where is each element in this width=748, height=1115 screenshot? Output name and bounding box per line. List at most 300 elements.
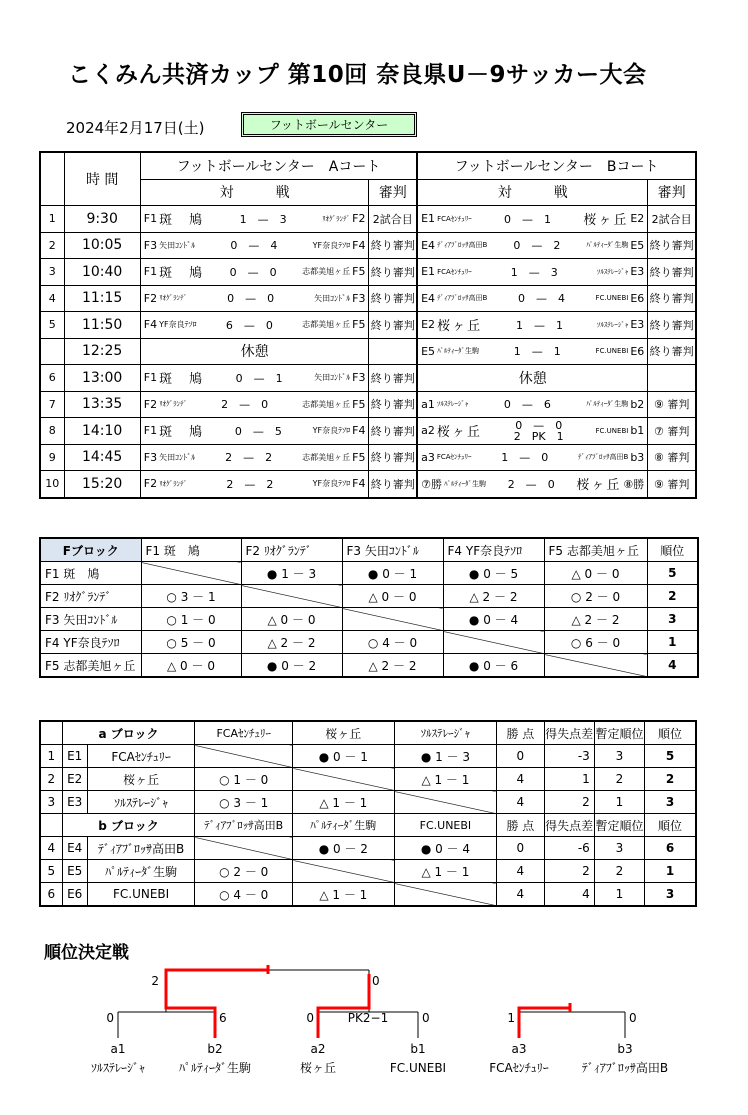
score-home: 0 xyxy=(230,239,238,253)
home-team: 斑 鳩 xyxy=(159,266,205,282)
team-name: ﾃﾞｨｱﾌﾞﾛｯｻ高田B xyxy=(87,837,195,860)
diff-header: 得失点差 xyxy=(544,814,594,837)
referee-a: 終り審判 xyxy=(369,312,417,339)
match-result: △ 0 － 0 xyxy=(141,654,241,678)
venue-label: フットボールセンター xyxy=(241,112,417,137)
team-rank: 2 xyxy=(647,585,698,608)
score: 0 — 1 xyxy=(235,371,283,385)
home-team: ｿﾙｽﾃﾚｰｼﾞｬ xyxy=(436,400,469,409)
home-team: 斑 鳩 xyxy=(159,213,205,229)
row-number: 1 xyxy=(40,745,62,768)
home-team: YF奈良ﾃｿﾛ xyxy=(159,320,197,330)
match-time: 9:30 xyxy=(64,206,140,233)
referee-b: ⑨ 審判 xyxy=(648,391,696,418)
match-cell-a xyxy=(140,418,369,445)
rest-cell-a: 休憩 xyxy=(140,338,369,365)
match-cell-b xyxy=(417,285,648,312)
match-time: 14:10 xyxy=(64,418,140,445)
ab-block-row xyxy=(40,837,696,860)
away-team: 志都美旭ヶ丘 xyxy=(302,320,351,330)
match-result: ● 0 － 4 xyxy=(394,837,497,860)
row-number: 3 xyxy=(40,791,62,814)
home-code: F1 xyxy=(143,265,158,279)
ab-block-row xyxy=(40,860,696,883)
score-home: 6 xyxy=(225,318,233,332)
match-result: △ 1 － 1 xyxy=(293,883,395,907)
event-date: 2024年2月17日(土) xyxy=(66,119,205,137)
score: 0 — 6 xyxy=(503,398,551,412)
referee-b: 終り審判 xyxy=(648,259,696,286)
match-cell-b xyxy=(417,391,648,418)
match-time: 12:25 xyxy=(64,338,140,365)
match-number: 10 xyxy=(40,471,64,498)
home-team: ﾊﾟﾙﾃｨｰﾀﾞ生駒 xyxy=(437,347,480,356)
home-code: ⑦勝 xyxy=(421,477,442,491)
team-name: 桜ヶ丘 xyxy=(87,768,195,791)
score-home: 1 xyxy=(239,212,247,226)
temp-rank: 2 xyxy=(594,768,644,791)
match-result: ○ 4 － 0 xyxy=(195,883,293,907)
home-code: E4 xyxy=(421,291,436,305)
self-cell xyxy=(443,631,544,654)
score-away: 0 xyxy=(269,265,277,279)
away-code: E2 xyxy=(630,212,645,226)
match-result: △ 1 － 1 xyxy=(394,860,497,883)
away-code: b2 xyxy=(630,397,645,411)
goal-diff: -6 xyxy=(544,837,594,860)
match-result: ○ 3 － 1 xyxy=(141,585,241,608)
home-code: a3 xyxy=(421,450,435,464)
match-cell-a xyxy=(140,312,369,339)
rest-cell-b: 休憩 xyxy=(417,365,648,392)
ab-block-row xyxy=(40,768,696,791)
match-result: △ 2 － 2 xyxy=(342,654,443,678)
final-score-right: 0 xyxy=(372,974,380,988)
score-away: 4 xyxy=(270,239,278,253)
match-cell-b xyxy=(417,206,648,233)
page-title: こくみん共済カップ 第10回 奈良県U－9サッカー大会 xyxy=(68,62,647,88)
referee-a: 終り審判 xyxy=(369,471,417,498)
row-team xyxy=(40,585,141,608)
score-away: 0 xyxy=(541,451,549,465)
score-home: 0 xyxy=(234,424,242,438)
score-away: 1 xyxy=(555,318,563,332)
score-away: 0 xyxy=(265,318,273,332)
match-number: 5 xyxy=(40,312,64,339)
referee-a: 終り審判 xyxy=(369,365,417,392)
match-number: 1 xyxy=(40,206,64,233)
away-team: 志都美旭ヶ丘 xyxy=(302,399,351,409)
team-code: F1 xyxy=(145,543,161,558)
away-team: ﾃﾞｨｱﾌﾞﾛｯｻ高田B xyxy=(578,453,629,462)
home-team: 桜ヶ丘 xyxy=(437,319,483,335)
match-cell-b xyxy=(417,259,648,286)
schedule-row xyxy=(40,391,696,418)
away-team: ﾊﾟﾙﾃｨｰﾀﾞ生駒 xyxy=(586,241,629,250)
team-code: E6 xyxy=(62,883,87,907)
bracket-score: 6 xyxy=(219,1011,227,1025)
f-block-row xyxy=(40,585,698,608)
temp-rank: 3 xyxy=(594,837,644,860)
team-code: E3 xyxy=(62,791,87,814)
away-code: E6 xyxy=(630,291,645,305)
score: 1 — 3 xyxy=(239,212,287,226)
match-time: 10:40 xyxy=(64,259,140,286)
team-rank: 5 xyxy=(645,745,696,768)
match-time: 13:35 xyxy=(64,391,140,418)
away-team: 志都美旭ヶ丘 xyxy=(302,267,351,277)
row-team xyxy=(40,631,141,654)
row-number: 6 xyxy=(40,883,62,907)
away-team: 矢田ｺﾝﾄﾞﾙ xyxy=(314,293,351,303)
points-header: 勝 点 xyxy=(497,721,544,745)
goal-diff: 2 xyxy=(544,791,594,814)
match-result: ○ 3 － 1 xyxy=(195,791,293,814)
match-result: ○ 1 － 0 xyxy=(141,608,241,631)
f-block-row xyxy=(40,608,698,631)
team-code: F4 xyxy=(447,543,463,558)
bracket-team: ﾊﾟﾙﾃｨｰﾀﾞ生駒 xyxy=(178,1061,252,1075)
home-code: F2 xyxy=(143,477,158,491)
home-code: F3 xyxy=(143,238,158,252)
rank-header: 順位 xyxy=(647,538,698,562)
bracket-score: 0 xyxy=(422,1011,430,1025)
match-cell-b xyxy=(417,232,648,259)
temp-rank: 1 xyxy=(594,883,644,907)
points: 4 xyxy=(497,768,544,791)
team-rank: 4 xyxy=(647,654,698,678)
away-team: FC.UNEBI xyxy=(595,426,629,435)
score: 0 — 2 xyxy=(513,239,561,253)
match-number: 8 xyxy=(40,418,64,445)
bracket-slot-label: b1 xyxy=(410,1042,426,1056)
match-cell-a xyxy=(140,259,369,286)
match-time: 11:50 xyxy=(64,312,140,339)
match-result: △ 2 － 2 xyxy=(443,585,544,608)
col-team-name: FC.UNEBI xyxy=(394,814,497,837)
score-away: 0 xyxy=(261,398,269,412)
team-name: 矢田ｺﾝﾄﾞﾙ xyxy=(63,612,118,627)
bracket-score: 0 xyxy=(629,1011,637,1025)
away-code: F5 xyxy=(352,450,366,464)
match-result: ● 0 － 2 xyxy=(241,654,342,678)
temp-rank: 1 xyxy=(594,791,644,814)
team-code: F5 xyxy=(45,658,60,673)
team-name: ｿﾙｽﾃﾚｰｼﾞｬ xyxy=(87,791,195,814)
ab-block-table xyxy=(39,720,697,907)
away-code: F4 xyxy=(352,477,366,491)
team-name: FC.UNEBI xyxy=(87,883,195,907)
match-result: ○ 2 － 0 xyxy=(544,585,647,608)
away-team: YF奈良ﾃｿﾛ xyxy=(312,426,351,436)
bracket-team: 桜ヶ丘 xyxy=(299,1061,337,1075)
home-code: F4 xyxy=(143,318,158,332)
self-cell xyxy=(195,837,293,860)
row-team xyxy=(40,654,141,678)
team-rank: 2 xyxy=(645,768,696,791)
away-team: 桜ヶ丘 xyxy=(576,478,622,494)
away-code: ⑧勝 xyxy=(623,477,645,491)
team-rank: 6 xyxy=(645,837,696,860)
away-team: FC.UNEBI xyxy=(595,347,629,356)
home-team: ﾃﾞｨｱﾌﾞﾛｯｻ高田B xyxy=(437,241,488,250)
bracket-team: FC.UNEBI xyxy=(389,1061,447,1075)
bracket-score: 1 xyxy=(507,1011,515,1025)
team-name: ﾘｵｸﾞﾗﾝﾃﾞ xyxy=(63,589,112,604)
team-rank: 1 xyxy=(645,860,696,883)
score-away: 6 xyxy=(543,398,551,412)
home-code: E5 xyxy=(421,344,436,358)
score-home: 0 xyxy=(235,371,243,385)
ab-block-row xyxy=(40,883,696,907)
score: 6 — 0 xyxy=(225,318,273,332)
ref-header-b: 審判 xyxy=(648,179,696,206)
home-team: ﾘｵｸﾞﾗﾝﾃﾞ xyxy=(159,479,188,488)
away-team: ｿﾙｽﾃﾚｰｼﾞｬ xyxy=(596,320,629,329)
f-block-col-header xyxy=(141,538,241,562)
home-team: ﾊﾟﾙﾃｨｰﾀﾞ生駒 xyxy=(443,479,486,488)
match-number: 9 xyxy=(40,444,64,471)
away-code: E5 xyxy=(630,238,645,252)
pk-home: 2 xyxy=(513,429,521,443)
match-result: ● 0 － 4 xyxy=(443,608,544,631)
team-name: ﾊﾟﾙﾃｨｰﾀﾞ生駒 xyxy=(87,860,195,883)
temp-rank: 3 xyxy=(594,745,644,768)
match-cell-b xyxy=(417,418,648,445)
match-result: ● 0 － 2 xyxy=(293,837,395,860)
col-team-name: FCAｾﾝﾁｭﾘｰ xyxy=(195,721,293,745)
score: 0 — 0 xyxy=(227,292,275,306)
team-name: 志都美旭ヶ丘 xyxy=(566,543,639,558)
referee-b: 終り審判 xyxy=(648,312,696,339)
col-team-name: ﾃﾞｨｱﾌﾞﾛｯｻ高田B xyxy=(195,814,293,837)
self-cell xyxy=(195,745,293,768)
away-team: ﾊﾟﾙﾃｨｰﾀﾞ生駒 xyxy=(586,400,629,409)
goal-diff: 1 xyxy=(544,768,594,791)
score-away: 0 xyxy=(547,477,555,491)
score: 0 — 4 xyxy=(517,292,565,306)
referee-b: ⑨ 審判 xyxy=(648,471,696,498)
home-team: 矢田ｺﾝﾄﾞﾙ xyxy=(159,240,196,250)
court-b-header: フットボールセンター Bコート xyxy=(417,152,696,179)
away-code: F2 xyxy=(352,212,366,226)
score: 1 — 3 xyxy=(510,265,558,279)
points: 0 xyxy=(497,837,544,860)
score-away: 0 xyxy=(555,418,563,432)
schedule-row xyxy=(40,338,696,365)
score-home: 1 xyxy=(513,345,521,359)
home-team: 矢田ｺﾝﾄﾞﾙ xyxy=(159,452,196,462)
schedule-row xyxy=(40,444,696,471)
home-code: F1 xyxy=(143,212,158,226)
home-team: 桜ヶ丘 xyxy=(436,425,482,441)
score-away: 1 xyxy=(275,371,283,385)
match-header-b: 対 戦 xyxy=(417,179,648,206)
score-home: 0 xyxy=(229,265,237,279)
score: 2 — 0 xyxy=(221,398,269,412)
pk-note: PK2−1 xyxy=(347,1011,389,1025)
home-code: E4 xyxy=(421,238,436,252)
referee-b: 終り審判 xyxy=(648,338,696,365)
rank-header: 順位 xyxy=(645,721,696,745)
score-home: 0 xyxy=(227,292,235,306)
match-cell-a xyxy=(140,444,369,471)
rank-header: 順位 xyxy=(645,814,696,837)
schedule-row xyxy=(40,285,696,312)
match-number: 6 xyxy=(40,365,64,392)
f-block-table xyxy=(39,537,699,678)
away-code: F4 xyxy=(352,424,366,438)
self-cell xyxy=(141,562,241,585)
row-team xyxy=(40,608,141,631)
away-team: YF奈良ﾃｿﾛ xyxy=(312,479,351,489)
f-block-col-header xyxy=(241,538,342,562)
points: 4 xyxy=(497,791,544,814)
match-result: ○ 2 － 0 xyxy=(195,860,293,883)
pk-away: 1 xyxy=(556,429,564,443)
time-header: 時 間 xyxy=(64,152,140,206)
away-team: 志都美旭ヶ丘 xyxy=(302,452,351,462)
score: 0 — 5 xyxy=(234,424,282,438)
match-cell-b xyxy=(417,338,648,365)
referee-b: 終り審判 xyxy=(648,232,696,259)
diff-header: 得失点差 xyxy=(544,721,594,745)
self-cell xyxy=(394,791,497,814)
away-code: F5 xyxy=(352,397,366,411)
score-away: 2 xyxy=(265,451,273,465)
score-away: 1 xyxy=(553,345,561,359)
f-block-label: Fブロック xyxy=(40,538,141,562)
goal-diff: 4 xyxy=(544,883,594,907)
score: 0 — 0 2 PK 1 xyxy=(513,418,564,443)
points: 0 xyxy=(497,745,544,768)
away-code: E3 xyxy=(630,265,645,279)
final-score-left: 2 xyxy=(151,974,159,988)
away-team: ｿﾙｽﾃﾚｰｼﾞｬ xyxy=(596,267,629,276)
bracket-score: 0 xyxy=(106,1011,114,1025)
points: 4 xyxy=(497,860,544,883)
row-number: 2 xyxy=(40,768,62,791)
ab-block-row xyxy=(40,791,696,814)
referee-b: ⑦ 審判 xyxy=(648,418,696,445)
team-code: F3 xyxy=(346,543,362,558)
match-result: ● 0 － 1 xyxy=(293,745,395,768)
match-time: 13:00 xyxy=(64,365,140,392)
home-code: F1 xyxy=(143,424,158,438)
score-home: 2 xyxy=(225,451,233,465)
team-code: F3 xyxy=(45,612,60,627)
away-code: b3 xyxy=(630,450,645,464)
f-block-row xyxy=(40,562,698,585)
away-code: F3 xyxy=(352,291,366,305)
ref-header-a: 審判 xyxy=(369,179,417,206)
team-rank: 1 xyxy=(647,631,698,654)
score-away: 0 xyxy=(267,292,275,306)
goal-diff: 2 xyxy=(544,860,594,883)
match-cell-a xyxy=(140,391,369,418)
score-home: 0 xyxy=(513,239,521,253)
f-block-col-header xyxy=(443,538,544,562)
schedule-row xyxy=(40,365,696,392)
f-block-col-header xyxy=(544,538,647,562)
score: 1 — 0 xyxy=(501,451,549,465)
score-away: 2 xyxy=(553,239,561,253)
temp-rank-header: 暫定順位 xyxy=(594,814,644,837)
away-code: F5 xyxy=(352,265,366,279)
bracket-slot-label: b2 xyxy=(207,1042,223,1056)
referee-a: 終り審判 xyxy=(369,232,417,259)
home-code: E1 xyxy=(421,265,436,279)
score: 2 — 0 xyxy=(507,477,555,491)
match-result: △ 0 － 0 xyxy=(241,608,342,631)
home-code: a2 xyxy=(421,424,435,438)
away-team: YF奈良ﾃｿﾛ xyxy=(312,240,351,250)
match-cell-b xyxy=(417,444,648,471)
team-name: 斑 鳩 xyxy=(163,543,200,558)
away-code: F3 xyxy=(352,371,366,385)
referee-a: 終り審判 xyxy=(369,444,417,471)
schedule-row xyxy=(40,312,696,339)
team-name: 矢田ｺﾝﾄﾞﾙ xyxy=(364,543,419,558)
score-away: 3 xyxy=(279,212,287,226)
away-code: b1 xyxy=(630,424,645,438)
row-number: 4 xyxy=(40,837,62,860)
score-home: 0 xyxy=(517,292,525,306)
match-result: ● 1 － 3 xyxy=(394,745,497,768)
match-result: ● 0 － 1 xyxy=(342,562,443,585)
match-time: 14:45 xyxy=(64,444,140,471)
match-result: ● 0 － 5 xyxy=(443,562,544,585)
referee-a: 終り審判 xyxy=(369,391,417,418)
team-rank: 3 xyxy=(647,608,698,631)
score-home: 0 xyxy=(503,398,511,412)
match-result: ● 0 － 6 xyxy=(443,654,544,678)
court-a-header: フットボールセンター Aコート xyxy=(140,152,417,179)
home-team: ﾘｵｸﾞﾗﾝﾃﾞ xyxy=(159,294,188,303)
match-cell-a xyxy=(140,285,369,312)
score: 0 — 1 xyxy=(504,212,552,226)
row-team xyxy=(40,562,141,585)
self-cell xyxy=(293,768,395,791)
row-number: 5 xyxy=(40,860,62,883)
team-code: F1 xyxy=(45,566,60,581)
block-label: b ブロック xyxy=(62,814,195,837)
col-team-name: ﾊﾟﾙﾃｨｰﾀﾞ生駒 xyxy=(293,814,395,837)
home-team: ﾃﾞｨｱﾌﾞﾛｯｻ高田B xyxy=(437,294,488,303)
col-team-name: ｿﾙｽﾃﾚｰｼﾞｬ xyxy=(394,721,497,745)
a-block-header xyxy=(40,721,696,745)
team-code: E1 xyxy=(62,745,87,768)
home-code: a1 xyxy=(421,397,435,411)
schedule-table xyxy=(39,151,697,499)
bracket-slot-label: a1 xyxy=(110,1042,126,1056)
team-rank: 5 xyxy=(647,562,698,585)
score-home: 1 xyxy=(515,318,523,332)
away-team: 矢田ｺﾝﾄﾞﾙ xyxy=(314,373,351,383)
team-name: 志都美旭ヶ丘 xyxy=(63,658,136,673)
match-time: 15:20 xyxy=(64,471,140,498)
home-code: F2 xyxy=(143,291,158,305)
match-header-a: 対 戦 xyxy=(140,179,369,206)
team-code: F2 xyxy=(45,589,60,604)
match-cell-b xyxy=(417,471,648,498)
bracket-team: FCAｾﾝﾁｭﾘｰ xyxy=(489,1061,549,1075)
match-result: △ 2 － 2 xyxy=(241,631,342,654)
score-home: 0 xyxy=(515,418,523,432)
block-label: a ブロック xyxy=(62,721,195,745)
score-away: 3 xyxy=(550,265,558,279)
schedule-row xyxy=(40,471,696,498)
